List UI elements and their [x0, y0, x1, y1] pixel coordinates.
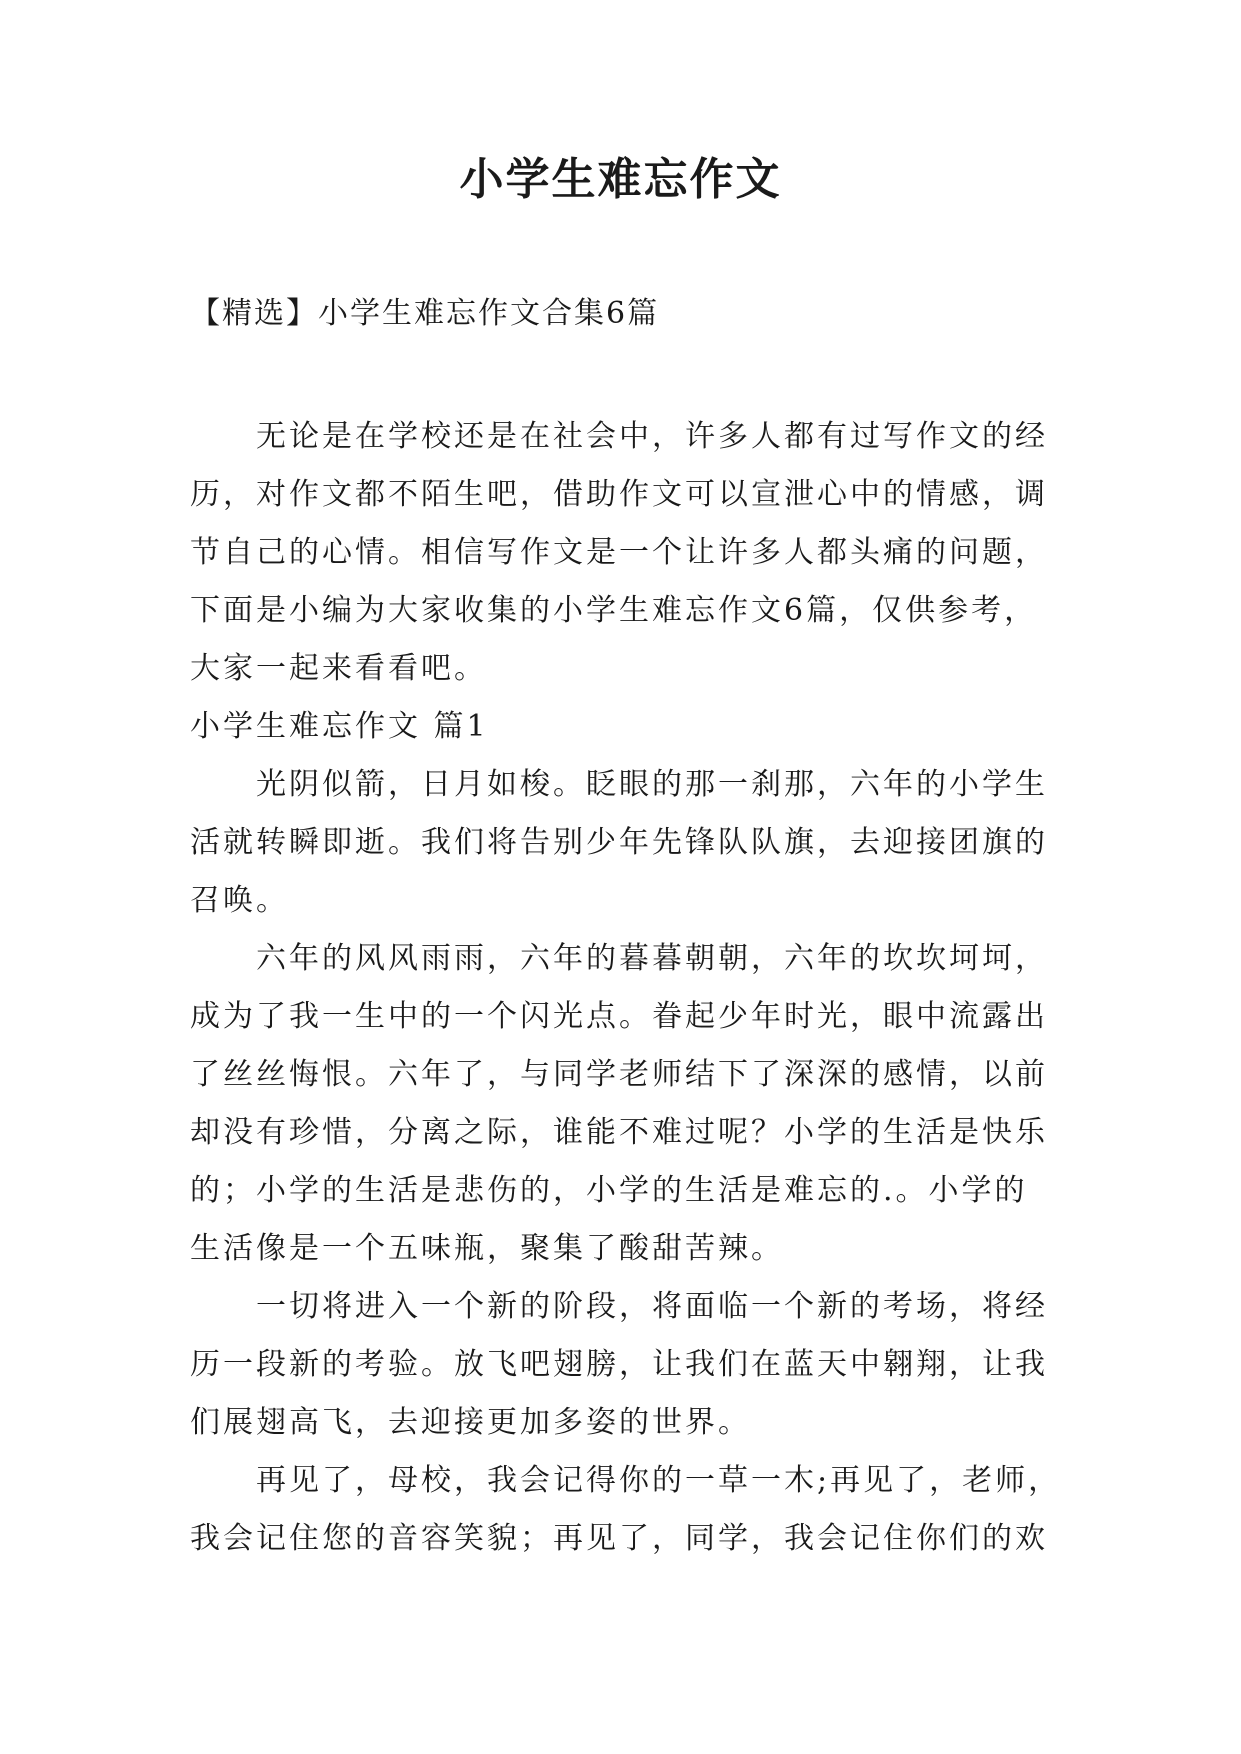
- text-line: 无论是在学校还是在社会中，许多人都有过写作文的经: [256, 419, 1048, 454]
- text-line: 生活像是一个五味瓶，聚集了酸甜苦辣。: [190, 1231, 784, 1266]
- text-line: 历，对作文都不陌生吧，借助作文可以宣泄心中的情感，调: [190, 477, 1048, 512]
- document-body: [190, 408, 1060, 1568]
- text-line: 大家一起来看看吧。: [190, 651, 487, 686]
- text-line: 一切将进入一个新的阶段，将面临一个新的考场，将经: [256, 1289, 1048, 1324]
- text-line: 光阴似箭，日月如梭。眨眼的那一刹那，六年的小学生: [256, 767, 1048, 802]
- text-line: 们展翅高飞，去迎接更加多姿的世界。: [190, 1405, 751, 1440]
- text-line: 我会记住您的音容笑貌；再见了，同学，我会记住你们的欢: [190, 1521, 1048, 1556]
- text-line: 的；小学的生活是悲伤的，小学的生活是难忘的.。小学的: [190, 1173, 1028, 1208]
- document-subtitle: 【精选】小学生难忘作文合集6篇: [190, 296, 660, 331]
- text-line: 历一段新的考验。放飞吧翅膀，让我们在蓝天中翱翔，让我: [190, 1347, 1048, 1382]
- text-line: 成为了我一生中的一个闪光点。眷起少年时光，眼中流露出: [190, 999, 1048, 1034]
- text-line: 却没有珍惜，分离之际，谁能不难过呢？小学的生活是快乐: [190, 1115, 1048, 1150]
- text-line: 六年的风风雨雨，六年的暮暮朝朝，六年的坎坎坷坷，: [256, 941, 1048, 976]
- text-line: 再见了，母校，我会记得你的一草一木;再见了，老师，: [256, 1463, 1062, 1498]
- document-title: 小学生难忘作文: [459, 154, 782, 205]
- text-line: 下面是小编为大家收集的小学生难忘作文6篇，仅供参考，: [190, 593, 1038, 628]
- text-line: 小学生难忘作文 篇1: [190, 709, 489, 744]
- text-line: 活就转瞬即逝。我们将告别少年先锋队队旗，去迎接团旗的: [190, 825, 1048, 860]
- text-line: 了丝丝悔恨。六年了，与同学老师结下了深深的感情，以前: [190, 1057, 1048, 1092]
- text-line: 节自己的心情。相信写作文是一个让许多人都头痛的问题，: [190, 535, 1048, 570]
- text-line: 召唤。: [190, 883, 289, 918]
